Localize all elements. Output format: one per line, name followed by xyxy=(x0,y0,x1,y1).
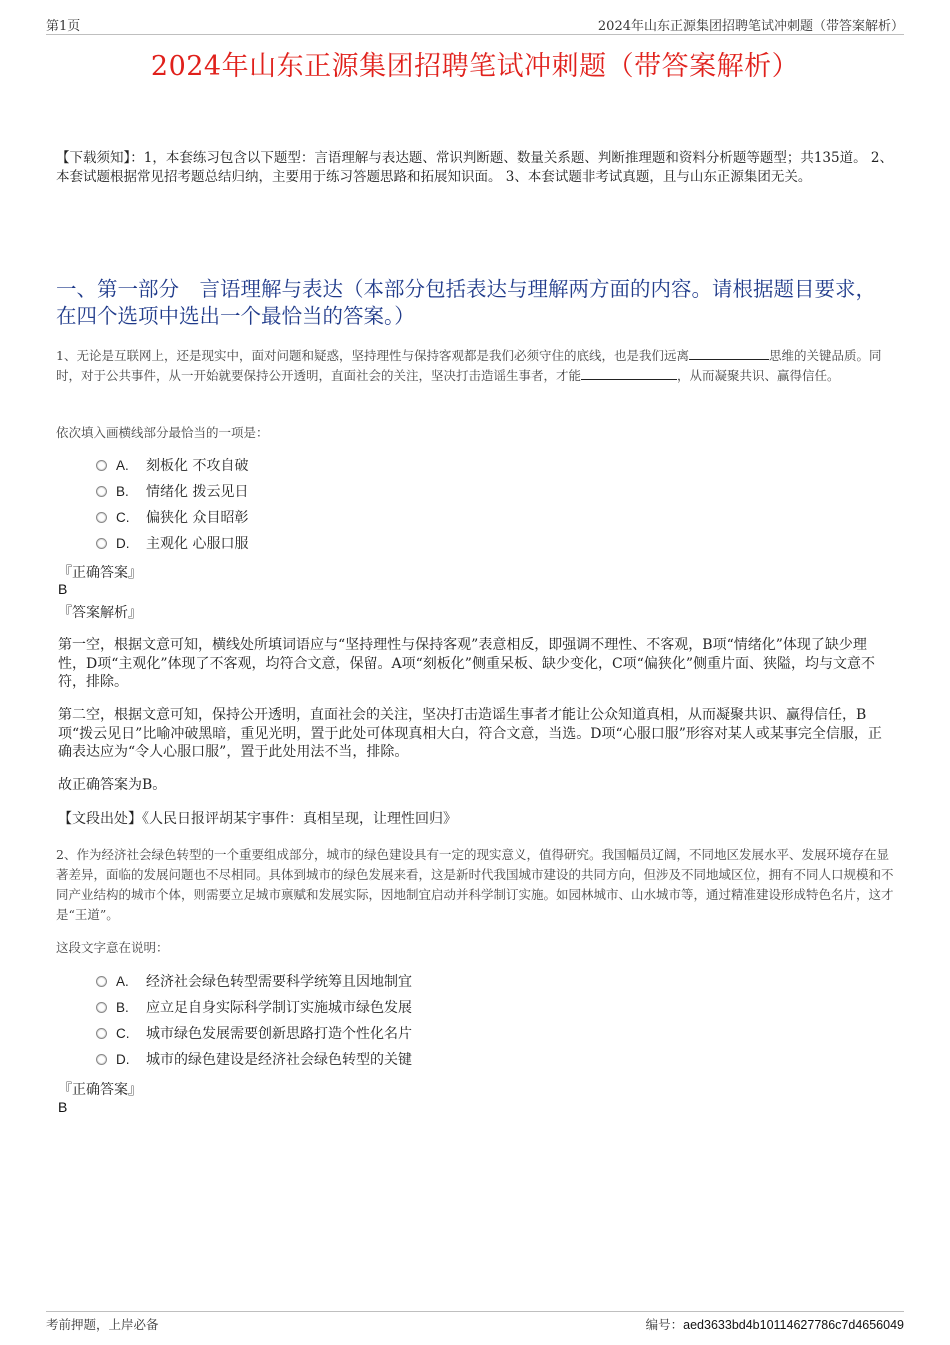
option-c[interactable]: C. 城市绿色发展需要创新思路打造个性化名片 xyxy=(96,1020,412,1046)
analysis-conclusion: 故正确答案为B。 xyxy=(58,777,167,793)
section-title: 一、第一部分 言语理解与表达（本部分包括表达与理解两方面的内容。请根据题目要求，在四个选项中选出一个最恰当的答案。） xyxy=(56,277,876,328)
analysis-label: 『答案解析』 xyxy=(58,605,142,621)
radio-icon[interactable] xyxy=(96,460,107,471)
radio-icon[interactable] xyxy=(96,538,107,549)
analysis-paragraph-1: 第一空，根据文意可知，横线处所填词语应与“坚持理性与保持客观”表意相反，即强调不理性、不客观，B项“情绪化”体现了缺少理性，D项“主观化”体现了不客观，均符合文意，保留。A项“刻板化”侧重呆板、缺少变化，C项“偏狭化”侧重片面、狭隘，均与文意不符，排除。 xyxy=(58,637,875,690)
page-footer xyxy=(46,1311,904,1334)
fill-blank-1 xyxy=(689,347,769,360)
page-header xyxy=(46,14,904,35)
correct-answer-label: 『正确答案』 xyxy=(58,565,142,581)
correct-answer-value: B xyxy=(58,581,68,597)
download-notice: 【下载须知】：1，本套练习包含以下题型：言语理解与表达题、常识判断题、数量关系题、判断推理题和资料分析题等题型；共135道。 2、本套试题根据常见招考题总结归纳，主要用于练习答题思路和拓展知识面。 3、本套试题非考试真题，且与山东正源集团无关。 xyxy=(56,150,893,185)
radio-icon[interactable] xyxy=(96,1028,107,1039)
document-id: aed3633bd4b10114627786c7d4656049 xyxy=(683,1318,904,1332)
question-2-stem: 2、作为经济社会绿色转型的一个重要组成部分，城市的绿色建设具有一定的现实意义，值得研究。我国幅员辽阔，不同地区发展水平、发展环境存在显著差异，面临的发展问题也不尽相同。具体到城市的绿色发展来看，这是新时代我国城市建设的共同方向，但涉及不同地域区位，拥有不同人口规模和不同产业结构的城市个体，则需要立足城市禀赋和发展实际，因地制宜启动并科学制订实施。如园林城市、山水城市等，通过精准建设形成特色名片，这才是“王道”。 xyxy=(56,847,894,922)
option-a[interactable]: A. 经济社会绿色转型需要科学统筹且因地制宜 xyxy=(96,968,412,994)
radio-icon[interactable] xyxy=(96,1054,107,1065)
option-d[interactable]: D. 主观化 心服口服 xyxy=(96,530,248,556)
correct-answer-value: B xyxy=(58,1099,68,1115)
radio-icon[interactable] xyxy=(96,512,107,523)
option-d[interactable]: D. 城市的绿色建设是经济社会绿色转型的关键 xyxy=(96,1046,412,1072)
question-1-options xyxy=(96,452,248,556)
radio-icon[interactable] xyxy=(96,1002,107,1013)
document-title: 2024年山东正源集团招聘笔试冲刺题（带答案解析） xyxy=(150,51,800,82)
question-1-prompt: 依次填入画横线部分最恰当的一项是： xyxy=(56,425,269,440)
source-citation: 【文段出处】《人民日报评胡某宇事件：真相呈现，让理性回归》 xyxy=(58,811,457,827)
question-2-options xyxy=(96,968,412,1072)
question-2-prompt: 这段文字意在说明： xyxy=(56,940,169,955)
header-doc-title: 2024年山东正源集团招聘笔试冲刺题（带答案解析） xyxy=(597,19,904,34)
radio-icon[interactable] xyxy=(96,486,107,497)
footer-slogan: 考前押题，上岸必备 xyxy=(46,1317,159,1332)
analysis-paragraph-2: 第二空，根据文意可知，保持公开透明，直面社会的关注，坚决打击造谣生事者才能让公众知道真相，从而凝聚共识、赢得信任，B项“拨云见日”比喻冲破黑暗，重见光明，置于此处可体现真相大白，符合文意，当选。D项“心服口服”形容对某人或某事完全信服，正确表达应为“令人心服口服”，置于此处用法不当，排除。 xyxy=(58,707,882,760)
page-number: 第1页 xyxy=(46,19,81,34)
footer-code: 编号：aed3633bd4b10114627786c7d4656049 xyxy=(645,1317,904,1332)
option-b[interactable]: B. 情绪化 拨云见日 xyxy=(96,478,248,504)
option-a[interactable]: A. 刻板化 不攻自破 xyxy=(96,452,248,478)
option-c[interactable]: C. 偏狭化 众目昭彰 xyxy=(96,504,248,530)
option-b[interactable]: B. 应立足自身实际科学制订实施城市绿色发展 xyxy=(96,994,412,1020)
fill-blank-2 xyxy=(581,367,677,380)
question-1-stem: 1、无论是互联网上，还是现实中，面对问题和疑惑，坚持理性与保持客观都是我们必须守住的底线，也是我们远离 思维的关键品质。同时，对于公共事件，从一开始就要保持公开透明，直面社会的关注，坚决打击造谣生事者，才能 ，从而凝聚共识、赢得信任。 xyxy=(56,348,882,383)
correct-answer-label: 『正确答案』 xyxy=(58,1082,142,1098)
radio-icon[interactable] xyxy=(96,976,107,987)
